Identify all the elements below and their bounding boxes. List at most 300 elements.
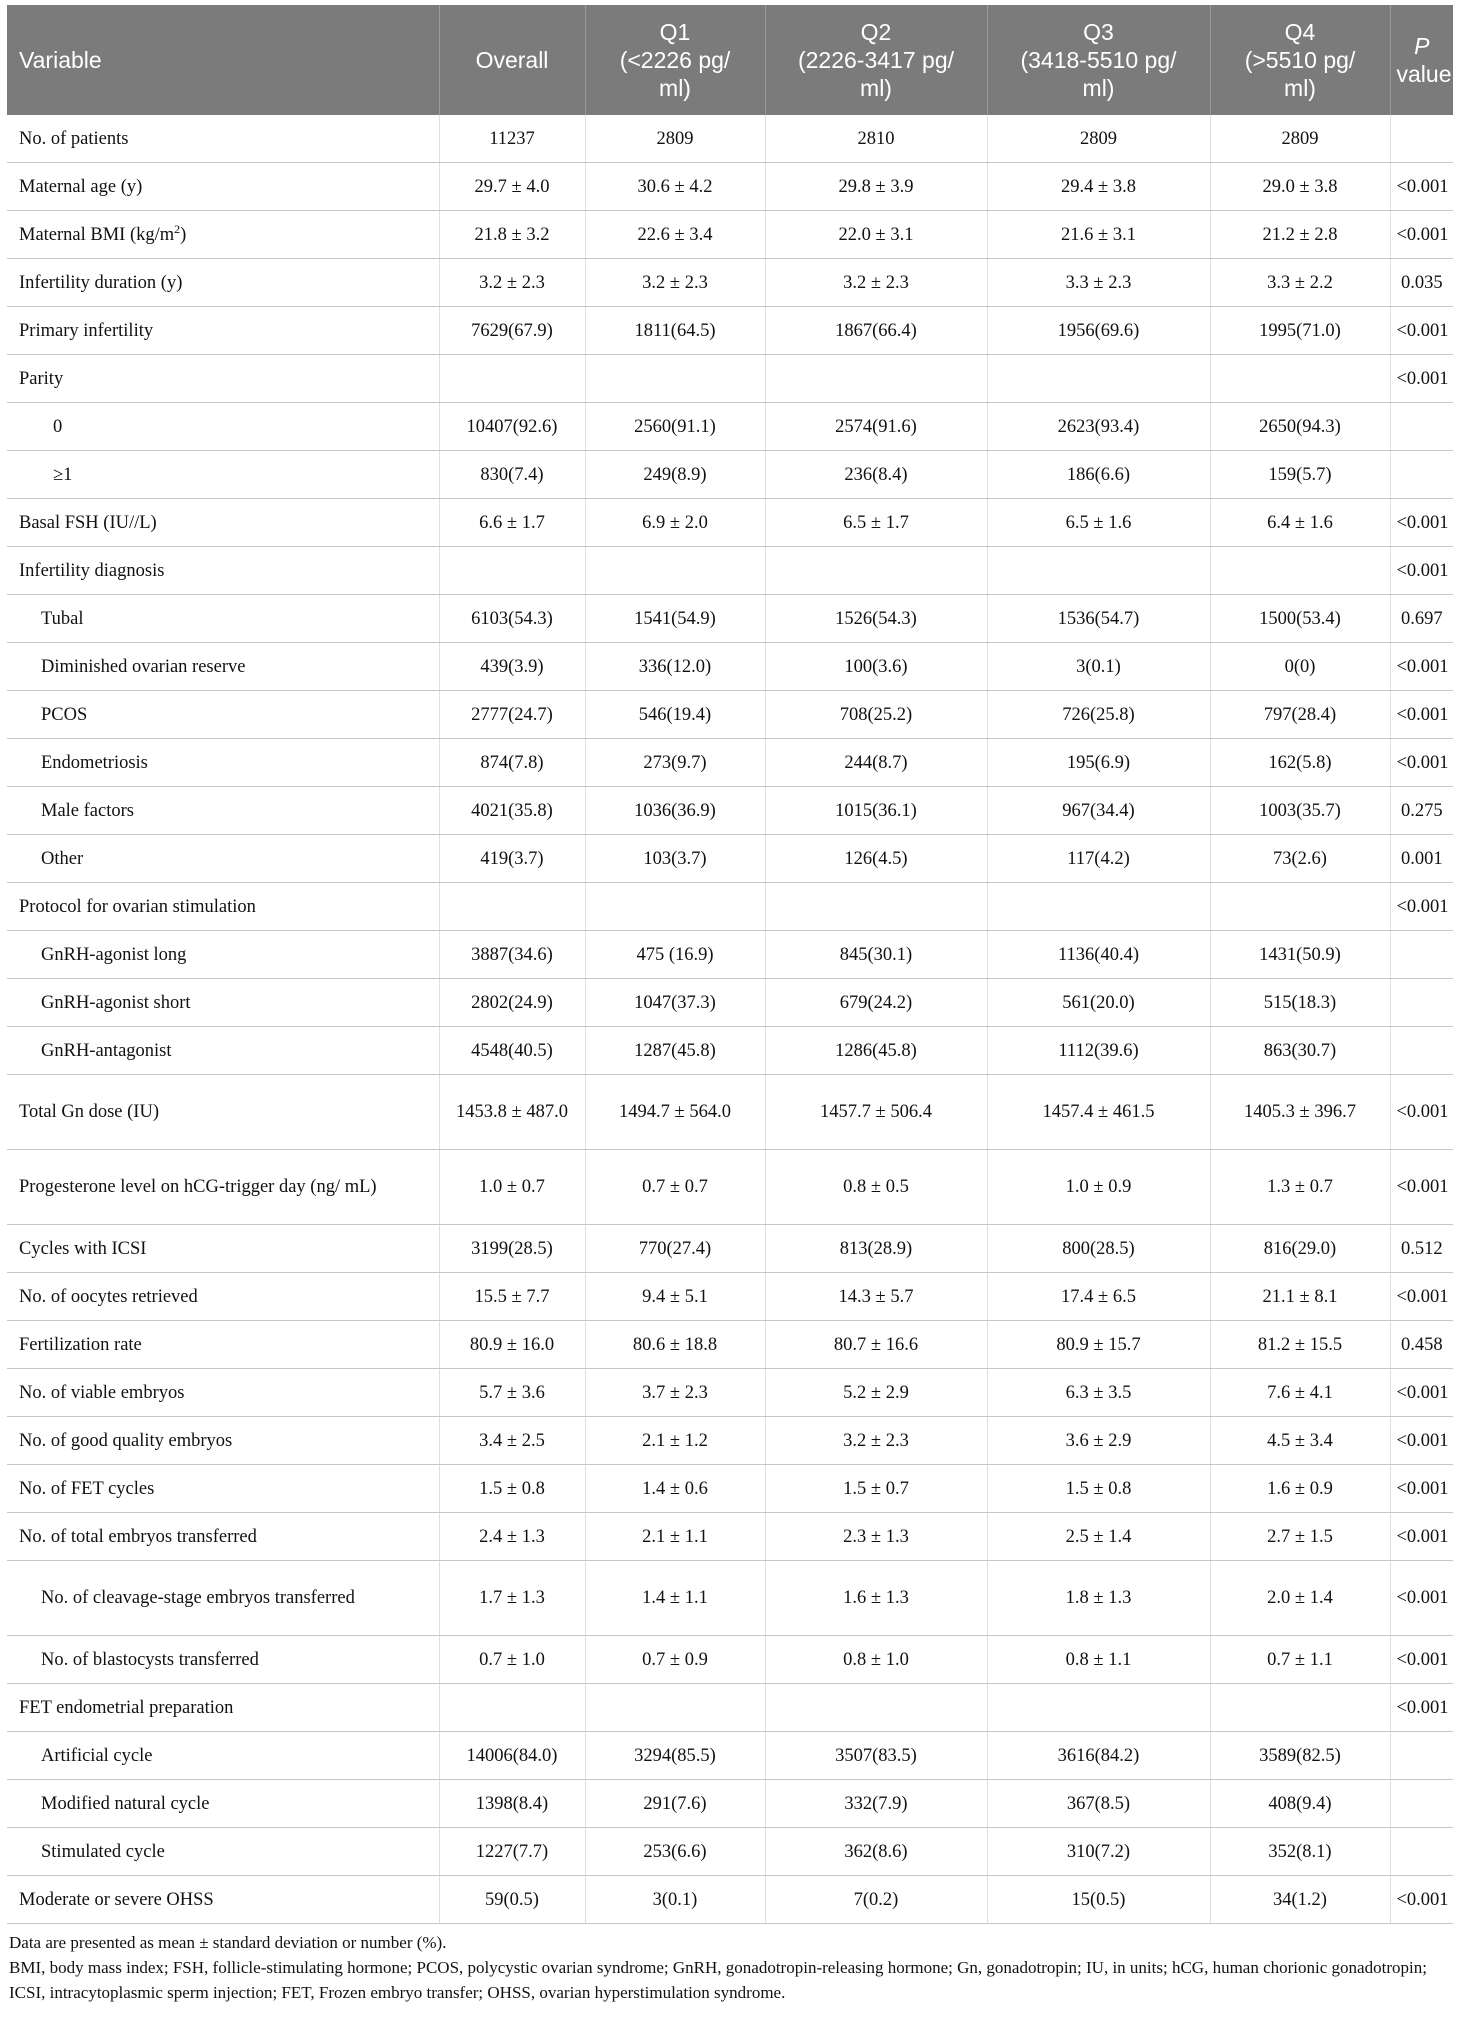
value-cell: 1003(35.7)	[1210, 787, 1390, 835]
value-cell: 14.3 ± 5.7	[765, 1273, 987, 1321]
p-value-cell	[1390, 931, 1453, 979]
header-italic-label: P	[1414, 33, 1430, 59]
value-cell: 29.7 ± 4.0	[439, 163, 585, 211]
table-row	[7, 1828, 1453, 1876]
value-cell: 10407(92.6)	[439, 403, 585, 451]
row-label-text: No. of good quality embryos	[19, 1430, 233, 1451]
value-cell: 3.7 ± 2.3	[585, 1369, 765, 1417]
value-cell: 3.3 ± 2.2	[1210, 259, 1390, 307]
header-line: value	[1396, 61, 1452, 87]
header-column	[765, 5, 987, 115]
header-line: Q4	[1284, 19, 1316, 45]
table-row	[7, 1225, 1453, 1273]
value-cell: 21.8 ± 3.2	[439, 211, 585, 259]
value-cell: 59(0.5)	[439, 1876, 585, 1924]
value-cell: 515(18.3)	[1210, 979, 1390, 1027]
value-cell: 21.6 ± 3.1	[987, 211, 1210, 259]
p-value-cell: <0.001	[1390, 163, 1453, 211]
value-cell	[765, 883, 987, 931]
row-label-text: No. of viable embryos	[19, 1382, 185, 1403]
p-value-cell	[1390, 451, 1453, 499]
value-cell: 0.7 ± 1.0	[439, 1636, 585, 1684]
value-cell: 2809	[1210, 115, 1390, 163]
row-label	[7, 643, 439, 691]
row-label	[7, 1636, 439, 1684]
row-label-text: Infertility diagnosis	[19, 560, 165, 581]
row-label	[7, 979, 439, 1027]
value-cell: 3.4 ± 2.5	[439, 1417, 585, 1465]
table-row	[7, 1876, 1453, 1924]
header-variable	[7, 5, 439, 115]
value-cell: 2.4 ± 1.3	[439, 1513, 585, 1561]
value-cell: 6.5 ± 1.6	[987, 499, 1210, 547]
value-cell	[987, 355, 1210, 403]
value-cell: 708(25.2)	[765, 691, 987, 739]
value-cell: 80.9 ± 16.0	[439, 1321, 585, 1369]
value-cell: 162(5.8)	[1210, 739, 1390, 787]
p-value-cell	[1390, 1780, 1453, 1828]
p-value-cell: <0.001	[1390, 691, 1453, 739]
p-value-cell	[1390, 1828, 1453, 1876]
value-cell: 103(3.7)	[585, 835, 765, 883]
row-label-text: Parity	[19, 368, 64, 389]
row-label-text: Maternal age (y)	[19, 176, 143, 197]
value-cell: 1.6 ± 0.9	[1210, 1465, 1390, 1513]
value-cell: 22.0 ± 3.1	[765, 211, 987, 259]
value-cell: 874(7.8)	[439, 739, 585, 787]
row-label-suffix: )	[180, 224, 187, 245]
value-cell: 273(9.7)	[585, 739, 765, 787]
row-label	[7, 595, 439, 643]
value-cell: 2.5 ± 1.4	[987, 1513, 1210, 1561]
value-cell: 2560(91.1)	[585, 403, 765, 451]
table-row	[7, 931, 1453, 979]
row-label	[7, 499, 439, 547]
value-cell: 1227(7.7)	[439, 1828, 585, 1876]
value-cell: 863(30.7)	[1210, 1027, 1390, 1075]
value-cell: 2.1 ± 1.1	[585, 1513, 765, 1561]
row-label	[7, 1684, 439, 1732]
value-cell: 3.2 ± 2.3	[585, 259, 765, 307]
value-cell	[987, 1684, 1210, 1732]
value-cell: 14006(84.0)	[439, 1732, 585, 1780]
row-label	[7, 1075, 439, 1150]
p-value-cell: <0.001	[1390, 1369, 1453, 1417]
row-label	[7, 1561, 439, 1636]
value-cell	[439, 883, 585, 931]
value-cell: 4548(40.5)	[439, 1027, 585, 1075]
value-cell	[585, 883, 765, 931]
value-cell	[439, 355, 585, 403]
value-cell: 117(4.2)	[987, 835, 1210, 883]
header-line: Q2	[860, 19, 892, 45]
table-row	[7, 451, 1453, 499]
value-cell: 5.2 ± 2.9	[765, 1369, 987, 1417]
row-label	[7, 1513, 439, 1561]
row-label	[7, 1780, 439, 1828]
row-label-text: Primary infertility	[19, 320, 154, 341]
p-value-cell: <0.001	[1390, 211, 1453, 259]
header-line: (>5510 pg/	[1244, 47, 1356, 73]
table-row	[7, 1417, 1453, 1465]
row-label	[7, 547, 439, 595]
p-value-cell	[1390, 403, 1453, 451]
row-label-text: 0	[53, 416, 63, 437]
value-cell: 813(28.9)	[765, 1225, 987, 1273]
row-label-text: GnRH-agonist short	[41, 992, 191, 1013]
p-value-cell	[1390, 1732, 1453, 1780]
value-cell	[1210, 1684, 1390, 1732]
header-column	[987, 5, 1210, 115]
row-label-text: Stimulated cycle	[41, 1841, 165, 1862]
table-header	[7, 5, 1453, 115]
p-value-cell: <0.001	[1390, 1513, 1453, 1561]
value-cell: 80.9 ± 15.7	[987, 1321, 1210, 1369]
row-label	[7, 1369, 439, 1417]
value-cell	[439, 1684, 585, 1732]
table-row	[7, 883, 1453, 931]
value-cell: 1867(66.4)	[765, 307, 987, 355]
value-cell	[987, 883, 1210, 931]
value-cell: 3.2 ± 2.3	[765, 1417, 987, 1465]
table-row	[7, 163, 1453, 211]
header-line: Overall	[475, 47, 549, 73]
value-cell: 21.1 ± 8.1	[1210, 1273, 1390, 1321]
header-line: Q1	[659, 19, 691, 45]
p-value-cell: 0.035	[1390, 259, 1453, 307]
p-value-cell: <0.001	[1390, 739, 1453, 787]
table-figure	[7, 5, 1453, 2005]
value-cell: 34(1.2)	[1210, 1876, 1390, 1924]
row-label	[7, 1732, 439, 1780]
value-cell: 1.4 ± 0.6	[585, 1465, 765, 1513]
p-value-cell: <0.001	[1390, 547, 1453, 595]
table-row	[7, 595, 1453, 643]
value-cell: 6.5 ± 1.7	[765, 499, 987, 547]
value-cell: 15.5 ± 7.7	[439, 1273, 585, 1321]
value-cell: 2810	[765, 115, 987, 163]
p-value-cell: <0.001	[1390, 883, 1453, 931]
value-cell: 100(3.6)	[765, 643, 987, 691]
row-label	[7, 1150, 439, 1225]
table-note: Data are presented as mean ± standard deviation or number (%).	[9, 1933, 447, 1952]
header-line: ml)	[860, 75, 892, 101]
value-cell: 2.3 ± 1.3	[765, 1513, 987, 1561]
value-cell: 1287(45.8)	[585, 1027, 765, 1075]
row-label-text: Infertility duration (y)	[19, 272, 183, 293]
row-label	[7, 691, 439, 739]
value-cell: 1431(50.9)	[1210, 931, 1390, 979]
value-cell: 0.7 ± 1.1	[1210, 1636, 1390, 1684]
value-cell: 29.4 ± 3.8	[987, 163, 1210, 211]
value-cell: 332(7.9)	[765, 1780, 987, 1828]
header-line: Variable	[19, 47, 102, 73]
row-label-text: GnRH-agonist long	[41, 944, 187, 965]
header-column	[585, 5, 765, 115]
value-cell: 1047(37.3)	[585, 979, 765, 1027]
value-cell: 3.2 ± 2.3	[439, 259, 585, 307]
table-row	[7, 547, 1453, 595]
value-cell: 419(3.7)	[439, 835, 585, 883]
p-value-cell: <0.001	[1390, 1273, 1453, 1321]
value-cell	[1210, 547, 1390, 595]
row-label	[7, 355, 439, 403]
value-cell: 2650(94.3)	[1210, 403, 1390, 451]
value-cell: 29.8 ± 3.9	[765, 163, 987, 211]
header-line: ml)	[1082, 75, 1115, 101]
value-cell: 310(7.2)	[987, 1828, 1210, 1876]
value-cell: 0(0)	[1210, 643, 1390, 691]
p-value-cell: <0.001	[1390, 1465, 1453, 1513]
header-p-value	[1390, 5, 1453, 115]
value-cell: 0.8 ± 1.0	[765, 1636, 987, 1684]
value-cell: 186(6.6)	[987, 451, 1210, 499]
value-cell: 244(8.7)	[765, 739, 987, 787]
row-label	[7, 1321, 439, 1369]
value-cell: 816(29.0)	[1210, 1225, 1390, 1273]
value-cell: 1.0 ± 0.9	[987, 1150, 1210, 1225]
row-label-text: Progesterone level on hCG-trigger day (ng/ mL)	[19, 1177, 377, 1197]
table-row	[7, 499, 1453, 547]
value-cell: 3199(28.5)	[439, 1225, 585, 1273]
table-row	[7, 115, 1453, 163]
row-label-text: Moderate or severe OHSS	[19, 1889, 214, 1910]
p-value-cell: <0.001	[1390, 1150, 1453, 1225]
value-cell: 236(8.4)	[765, 451, 987, 499]
value-cell: 1136(40.4)	[987, 931, 1210, 979]
table-row	[7, 643, 1453, 691]
value-cell	[765, 1684, 987, 1732]
row-label-text: Endometriosis	[41, 752, 148, 773]
value-cell: 367(8.5)	[987, 1780, 1210, 1828]
value-cell: 7.6 ± 4.1	[1210, 1369, 1390, 1417]
table-row	[7, 1027, 1453, 1075]
value-cell: 1.5 ± 0.7	[765, 1465, 987, 1513]
row-label-text: Modified natural cycle	[41, 1793, 210, 1814]
table-row	[7, 1075, 1453, 1150]
value-cell: 1.3 ± 0.7	[1210, 1150, 1390, 1225]
value-cell: 3.2 ± 2.3	[765, 259, 987, 307]
value-cell	[1210, 355, 1390, 403]
value-cell: 3589(82.5)	[1210, 1732, 1390, 1780]
value-cell: 2.1 ± 1.2	[585, 1417, 765, 1465]
value-cell: 336(12.0)	[585, 643, 765, 691]
header-column	[1210, 5, 1390, 115]
table-row	[7, 835, 1453, 883]
table-note: BMI, body mass index; FSH, follicle-stimulating hormone; PCOS, polycystic ovarian syndrome; GnRH, gonadotropin-releasing hormone; Gn, gonadotropin; IU, in units; hCG, human chorionic gonadotropin; ICSI, intracytoplasmic sperm injection; FET, Frozen embryo transfer; OHSS, ovarian hyperstimulation syndrome.	[9, 1958, 1427, 2002]
value-cell: 2809	[987, 115, 1210, 163]
value-cell: 1541(54.9)	[585, 595, 765, 643]
row-label-text: No. of cleavage-stage embryos transferred	[41, 1588, 355, 1608]
p-value-cell: <0.001	[1390, 1417, 1453, 1465]
value-cell: 3.3 ± 2.3	[987, 259, 1210, 307]
value-cell: 11237	[439, 115, 585, 163]
value-cell: 1494.7 ± 564.0	[585, 1075, 765, 1150]
value-cell: 126(4.5)	[765, 835, 987, 883]
value-cell: 2777(24.7)	[439, 691, 585, 739]
value-cell: 408(9.4)	[1210, 1780, 1390, 1828]
value-cell: 0.8 ± 1.1	[987, 1636, 1210, 1684]
p-value-cell: <0.001	[1390, 1636, 1453, 1684]
header-line: (<2226 pg/	[619, 47, 731, 73]
row-label-text: Cycles with ICSI	[19, 1238, 147, 1259]
row-label	[7, 883, 439, 931]
value-cell: 7629(67.9)	[439, 307, 585, 355]
value-cell: 30.6 ± 4.2	[585, 163, 765, 211]
value-cell: 1036(36.9)	[585, 787, 765, 835]
table-row	[7, 1150, 1453, 1225]
row-label	[7, 307, 439, 355]
row-label-text: No. of oocytes retrieved	[19, 1286, 198, 1307]
value-cell: 1457.7 ± 506.4	[765, 1075, 987, 1150]
table-row	[7, 1513, 1453, 1561]
table-row	[7, 403, 1453, 451]
row-label-text: Tubal	[41, 608, 84, 629]
p-value-cell	[1390, 1027, 1453, 1075]
value-cell: 2623(93.4)	[987, 403, 1210, 451]
p-value-cell	[1390, 115, 1453, 163]
value-cell: 1811(64.5)	[585, 307, 765, 355]
value-cell	[585, 355, 765, 403]
row-label-text: GnRH-antagonist	[41, 1040, 172, 1061]
value-cell: 1956(69.6)	[987, 307, 1210, 355]
value-cell: 352(8.1)	[1210, 1828, 1390, 1876]
value-cell: 7(0.2)	[765, 1876, 987, 1924]
value-cell: 6103(54.3)	[439, 595, 585, 643]
row-label-text: Protocol for ovarian stimulation	[19, 896, 256, 917]
value-cell: 1457.4 ± 461.5	[987, 1075, 1210, 1150]
value-cell: 9.4 ± 5.1	[585, 1273, 765, 1321]
value-cell: 362(8.6)	[765, 1828, 987, 1876]
p-value-cell: 0.275	[1390, 787, 1453, 835]
row-label	[7, 1273, 439, 1321]
header-line: Q3	[1083, 19, 1114, 45]
row-label-text: Diminished ovarian reserve	[41, 656, 246, 677]
value-cell: 0.7 ± 0.7	[585, 1150, 765, 1225]
value-cell: 770(27.4)	[585, 1225, 765, 1273]
table-row	[7, 1684, 1453, 1732]
table-row	[7, 1369, 1453, 1417]
value-cell: 17.4 ± 6.5	[987, 1273, 1210, 1321]
row-label-text: FET endometrial preparation	[19, 1697, 234, 1718]
p-value-cell: <0.001	[1390, 355, 1453, 403]
value-cell: 1015(36.1)	[765, 787, 987, 835]
row-label-text: No. of total embryos transferred	[19, 1526, 257, 1547]
value-cell: 1398(8.4)	[439, 1780, 585, 1828]
value-cell: 1.4 ± 1.1	[585, 1561, 765, 1636]
header-line: ml)	[1284, 75, 1316, 101]
value-cell: 15(0.5)	[987, 1876, 1210, 1924]
value-cell: 159(5.7)	[1210, 451, 1390, 499]
value-cell: 5.7 ± 3.6	[439, 1369, 585, 1417]
value-cell	[987, 547, 1210, 595]
value-cell: 6.9 ± 2.0	[585, 499, 765, 547]
value-cell: 21.2 ± 2.8	[1210, 211, 1390, 259]
value-cell: 1112(39.6)	[987, 1027, 1210, 1075]
value-cell: 3(0.1)	[987, 643, 1210, 691]
value-cell: 3(0.1)	[585, 1876, 765, 1924]
row-label	[7, 163, 439, 211]
value-cell: 3887(34.6)	[439, 931, 585, 979]
value-cell: 3.6 ± 2.9	[987, 1417, 1210, 1465]
value-cell: 1405.3 ± 396.7	[1210, 1075, 1390, 1150]
value-cell: 80.7 ± 16.6	[765, 1321, 987, 1369]
table-row	[7, 1321, 1453, 1369]
value-cell: 1536(54.7)	[987, 595, 1210, 643]
row-label	[7, 1828, 439, 1876]
table-row	[7, 211, 1453, 259]
value-cell: 1.6 ± 1.3	[765, 1561, 987, 1636]
p-value-cell: <0.001	[1390, 1876, 1453, 1924]
row-label	[7, 451, 439, 499]
value-cell: 249(8.9)	[585, 451, 765, 499]
p-value-cell: <0.001	[1390, 499, 1453, 547]
value-cell: 1453.8 ± 487.0	[439, 1075, 585, 1150]
value-cell: 2.7 ± 1.5	[1210, 1513, 1390, 1561]
row-label	[7, 835, 439, 883]
row-label	[7, 1225, 439, 1273]
p-value-cell	[1390, 979, 1453, 1027]
value-cell: 1.0 ± 0.7	[439, 1150, 585, 1225]
value-cell: 967(34.4)	[987, 787, 1210, 835]
value-cell: 1.7 ± 1.3	[439, 1561, 585, 1636]
value-cell	[765, 547, 987, 595]
p-value-cell: <0.001	[1390, 1684, 1453, 1732]
row-label-text: ≥1	[53, 464, 73, 485]
table-notes	[7, 1930, 1453, 2005]
value-cell: 830(7.4)	[439, 451, 585, 499]
value-cell: 80.6 ± 18.8	[585, 1321, 765, 1369]
table-row	[7, 1273, 1453, 1321]
value-cell: 195(6.9)	[987, 739, 1210, 787]
row-label	[7, 259, 439, 307]
value-cell	[585, 547, 765, 595]
header-line: (2226-3417 pg/	[797, 47, 954, 73]
value-cell: 73(2.6)	[1210, 835, 1390, 883]
value-cell: 6.6 ± 1.7	[439, 499, 585, 547]
p-value-cell: 0.458	[1390, 1321, 1453, 1369]
value-cell: 6.4 ± 1.6	[1210, 499, 1390, 547]
value-cell: 3616(84.2)	[987, 1732, 1210, 1780]
p-value-cell: <0.001	[1390, 1561, 1453, 1636]
value-cell: 4.5 ± 3.4	[1210, 1417, 1390, 1465]
row-label	[7, 1876, 439, 1924]
row-label-text: No. of patients	[19, 128, 129, 149]
value-cell: 2.0 ± 1.4	[1210, 1561, 1390, 1636]
value-cell: 800(28.5)	[987, 1225, 1210, 1273]
value-cell: 2574(91.6)	[765, 403, 987, 451]
p-value-cell: <0.001	[1390, 1075, 1453, 1150]
table-row	[7, 1465, 1453, 1513]
header-column	[439, 5, 585, 115]
value-cell: 845(30.1)	[765, 931, 987, 979]
value-cell: 1.5 ± 0.8	[987, 1465, 1210, 1513]
p-value-cell: <0.001	[1390, 307, 1453, 355]
row-label	[7, 1465, 439, 1513]
table-row	[7, 259, 1453, 307]
table-row	[7, 979, 1453, 1027]
value-cell: 1.8 ± 1.3	[987, 1561, 1210, 1636]
value-cell: 22.6 ± 3.4	[585, 211, 765, 259]
row-label	[7, 787, 439, 835]
table-body	[7, 115, 1453, 1924]
row-label-text: No. of blastocysts transferred	[41, 1649, 259, 1670]
row-label-text: Fertilization rate	[19, 1334, 142, 1355]
row-label	[7, 211, 439, 259]
value-cell: 2809	[585, 115, 765, 163]
header-line: ml)	[659, 75, 691, 101]
row-label-text: Artificial cycle	[41, 1745, 153, 1766]
